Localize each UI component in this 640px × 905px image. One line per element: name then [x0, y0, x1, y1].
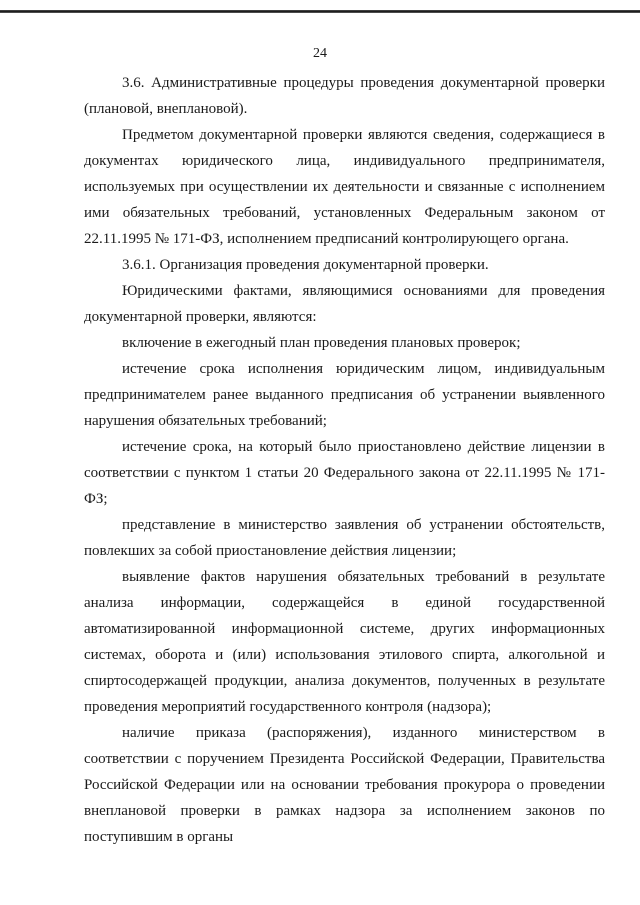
list-item-license-suspension: истечение срока, на который было приостановлено действие лицензии в соответствии с пунктом 1 статьи 20 Федерального закона от 22.11.1995 № 171-ФЗ; — [84, 439, 605, 507]
list-item-annual-plan: включение в ежегодный план проведения плановых проверок; — [122, 335, 521, 351]
paragraph-legal-facts: Юридическими фактами, являющимися основаниями для проведения документарной проверки, являются: — [84, 283, 605, 325]
section-heading-3-6: 3.6. Административные процедуры проведения документарной проверки (плановой, внеплановой). — [84, 75, 605, 117]
document-body — [84, 70, 605, 850]
top-border-line — [0, 10, 640, 13]
page-number: 24 — [313, 46, 327, 61]
paragraph-subject: Предметом документарной проверки являются сведения, содержащиеся в документах юридического лица, индивидуального предпринимателя, используемых при осуществлении их деятельности и связанные с исполнением ими обязательных требований, установленных Федеральным законом от 22.11.1995 № 171-ФЗ, исполнением предписаний контролирующего органа. — [84, 127, 605, 247]
section-heading-3-6-1: 3.6.1. Организация проведения документарной проверки. — [122, 257, 489, 273]
list-item-order-issued: наличие приказа (распоряжения), изданного министерством в соответствии с поручением Президента Российской Федерации, Правительства Российской Федерации или на основании требования прокурора о проведении внеплановой проверки в рамках надзора за исполнением законов по поступившим в органы — [84, 725, 605, 845]
list-item-order-deadline: истечение срока исполнения юридическим лицом, индивидуальным предпринимателем ранее выданного предписания об устранении выявленного нарушения обязательных требований; — [84, 361, 605, 429]
list-item-elimination-statement: представление в министерство заявления об устранении обстоятельств, повлекших за собой приостановление действия лицензии; — [84, 517, 605, 559]
list-item-violations-detected: выявление фактов нарушения обязательных требований в результате анализа информации, содержащейся в единой государственной автоматизированной информационной системе, других информационных системах, оборота и (или) использования этилового спирта, алкогольной и спиртосодержащей продукции, анализа документов, полученных в результате проведения мероприятий государственного контроля (надзора); — [84, 569, 605, 715]
